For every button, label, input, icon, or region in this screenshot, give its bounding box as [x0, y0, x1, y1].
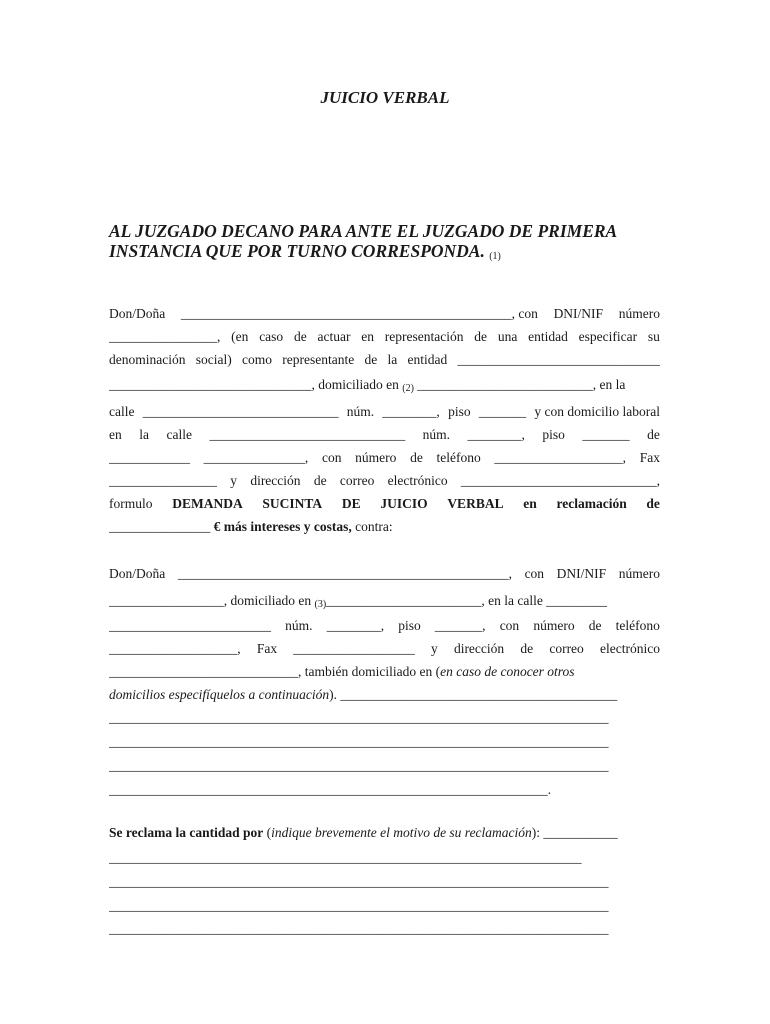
defendant-line-7: __________________________________________________________________________ [109, 710, 609, 725]
word: núm. [285, 618, 313, 633]
word: ________, [382, 404, 440, 419]
word: social) [195, 352, 232, 367]
word: reclamación [556, 496, 627, 511]
word: de [520, 641, 534, 656]
word: de [588, 618, 602, 633]
word: _____________________________, [460, 473, 660, 488]
word: en [361, 329, 375, 344]
word: _____________________________ [142, 404, 339, 419]
word: núm. [346, 404, 375, 419]
word: número [355, 450, 397, 465]
claim-amount-label: € más intereses y costas, [213, 519, 352, 534]
word: calle [166, 427, 192, 442]
word: ___________________, [109, 641, 241, 656]
word: núm. [422, 427, 451, 442]
word: de [647, 427, 660, 442]
claim-reason-line-4: __________________________________________________________________________ [109, 898, 609, 913]
word: Fax [256, 641, 278, 656]
word: de [646, 496, 660, 511]
claim-reason-label: Se reclama la cantidad por [109, 825, 264, 840]
word: especificar [578, 329, 638, 344]
word: _________________________________________________, [177, 566, 512, 581]
defendant-line-6: domicilios especifíquelos a continuación). _________________________________________ [109, 687, 618, 702]
plaintiff-line-6 [109, 427, 660, 443]
word: formulo [109, 496, 153, 511]
word: de [313, 473, 327, 488]
word: y [430, 641, 438, 656]
defendant-line-10: _________________________________________________________________. [109, 782, 552, 797]
word: piso [448, 404, 471, 419]
word: (en [231, 329, 249, 344]
word: VERBAL [447, 496, 504, 511]
plaintiff-line-1 [109, 306, 660, 322]
plaintiff-line-3 [109, 352, 660, 368]
word: DE [341, 496, 361, 511]
plaintiff-line-4: ______________________________, domiciliado en $_{(2)}$ __________________________, en la [109, 377, 626, 394]
word: y con domicilio laboral [534, 404, 660, 419]
word: _________________________________________________, con [180, 306, 538, 321]
word: su [647, 329, 660, 344]
word: __________________ [293, 641, 415, 656]
word: dirección [453, 641, 505, 656]
word: número [618, 566, 660, 581]
word: número [618, 306, 660, 321]
defendant-line-4 [109, 641, 660, 657]
footnote-ref-2: (2) [402, 383, 414, 394]
word: electrónico [600, 641, 660, 656]
word: de [474, 329, 488, 344]
word: teléfono [436, 450, 481, 465]
word: ________________ [109, 473, 217, 488]
word: en [109, 427, 122, 442]
word: de [364, 352, 378, 367]
word: SUCINTA [262, 496, 323, 511]
word: entidad [407, 352, 448, 367]
word: _______________, [203, 450, 309, 465]
word: _______ [478, 404, 527, 419]
plaintiff-line-5 [109, 404, 660, 420]
word: ________________, [109, 329, 221, 344]
plaintiff-line-7 [109, 450, 660, 466]
word: número [533, 618, 575, 633]
word: _______, [434, 618, 486, 633]
word: representante [282, 352, 355, 367]
word: entidad [528, 329, 568, 344]
defendant-line-5: ____________________________, también domiciliado en (en caso de conocer otros [109, 664, 575, 679]
plaintiff-line-8 [109, 473, 660, 489]
word: JUICIO [380, 496, 428, 511]
claim-reason-line-1: Se reclama la cantidad por (indique brevemente el motivo de su reclamación): ___________ [109, 825, 618, 840]
document-title: JUICIO VERBAL [320, 88, 450, 107]
claim-reason-line-2: ______________________________________________________________________ [109, 850, 582, 865]
word: de [293, 329, 307, 344]
defendant-line-3 [109, 618, 660, 634]
court-heading-line-2: INSTANCIA QUE POR TURNO CORRESPONDA. $_{(1)}$ [109, 241, 501, 262]
plaintiff-line-9 [109, 496, 660, 512]
court-heading-line-1: AL JUZGADO DECANO PARA ANTE EL JUZGADO DE PRIMERA [109, 221, 618, 241]
defendant-line-1 [109, 566, 660, 582]
word: dirección [250, 473, 301, 488]
word: denominación [109, 352, 186, 367]
word: Fax [639, 450, 660, 465]
word: _____________________________ [209, 427, 406, 442]
word: ___________________, [494, 450, 627, 465]
word: la [387, 352, 398, 367]
word: como [241, 352, 272, 367]
word: ____________ [109, 450, 190, 465]
word: teléfono [615, 618, 660, 633]
word: representación [384, 329, 464, 344]
word: ______________________________ [457, 352, 660, 367]
word: Don/Doña [109, 566, 166, 581]
word: correo [339, 473, 375, 488]
word: de [410, 450, 423, 465]
defendant-line-8: __________________________________________________________________________ [109, 734, 609, 749]
word: piso [398, 618, 421, 633]
word: _______ [582, 427, 630, 442]
claim-reason-line-3: __________________________________________________________________________ [109, 874, 609, 889]
word: Don/Doña [109, 306, 166, 321]
word: la [139, 427, 149, 442]
word: electrónico [387, 473, 448, 488]
claim-reason-line-5: __________________________________________________________________________ [109, 921, 609, 936]
defendant-line-2: _________________, domiciliado en $_{(3)}$_______________________, en la calle _________ [109, 593, 607, 610]
footnote-ref-3: (3) [314, 599, 327, 610]
word: una [497, 329, 518, 344]
plaintiff-line-2 [109, 329, 660, 345]
word: actuar [317, 329, 351, 344]
word: en [523, 496, 537, 511]
word: correo [549, 641, 584, 656]
word: con [499, 618, 520, 633]
defendant-line-9: __________________________________________________________________________ [109, 758, 609, 773]
word: DNI/NIF [553, 306, 604, 321]
word: con [524, 566, 545, 581]
word: calle [109, 404, 135, 419]
word: piso [542, 427, 565, 442]
word: y [230, 473, 238, 488]
word: con [321, 450, 342, 465]
word: ________, [467, 427, 525, 442]
word: DEMANDA [172, 496, 243, 511]
word: DNI/NIF [556, 566, 607, 581]
plaintiff-line-10: _______________ € más intereses y costas, contra: [109, 519, 393, 534]
word: ________, [326, 618, 385, 633]
footnote-ref-1: (1) [489, 251, 501, 262]
word: caso [259, 329, 284, 344]
word: ________________________ [109, 618, 271, 633]
